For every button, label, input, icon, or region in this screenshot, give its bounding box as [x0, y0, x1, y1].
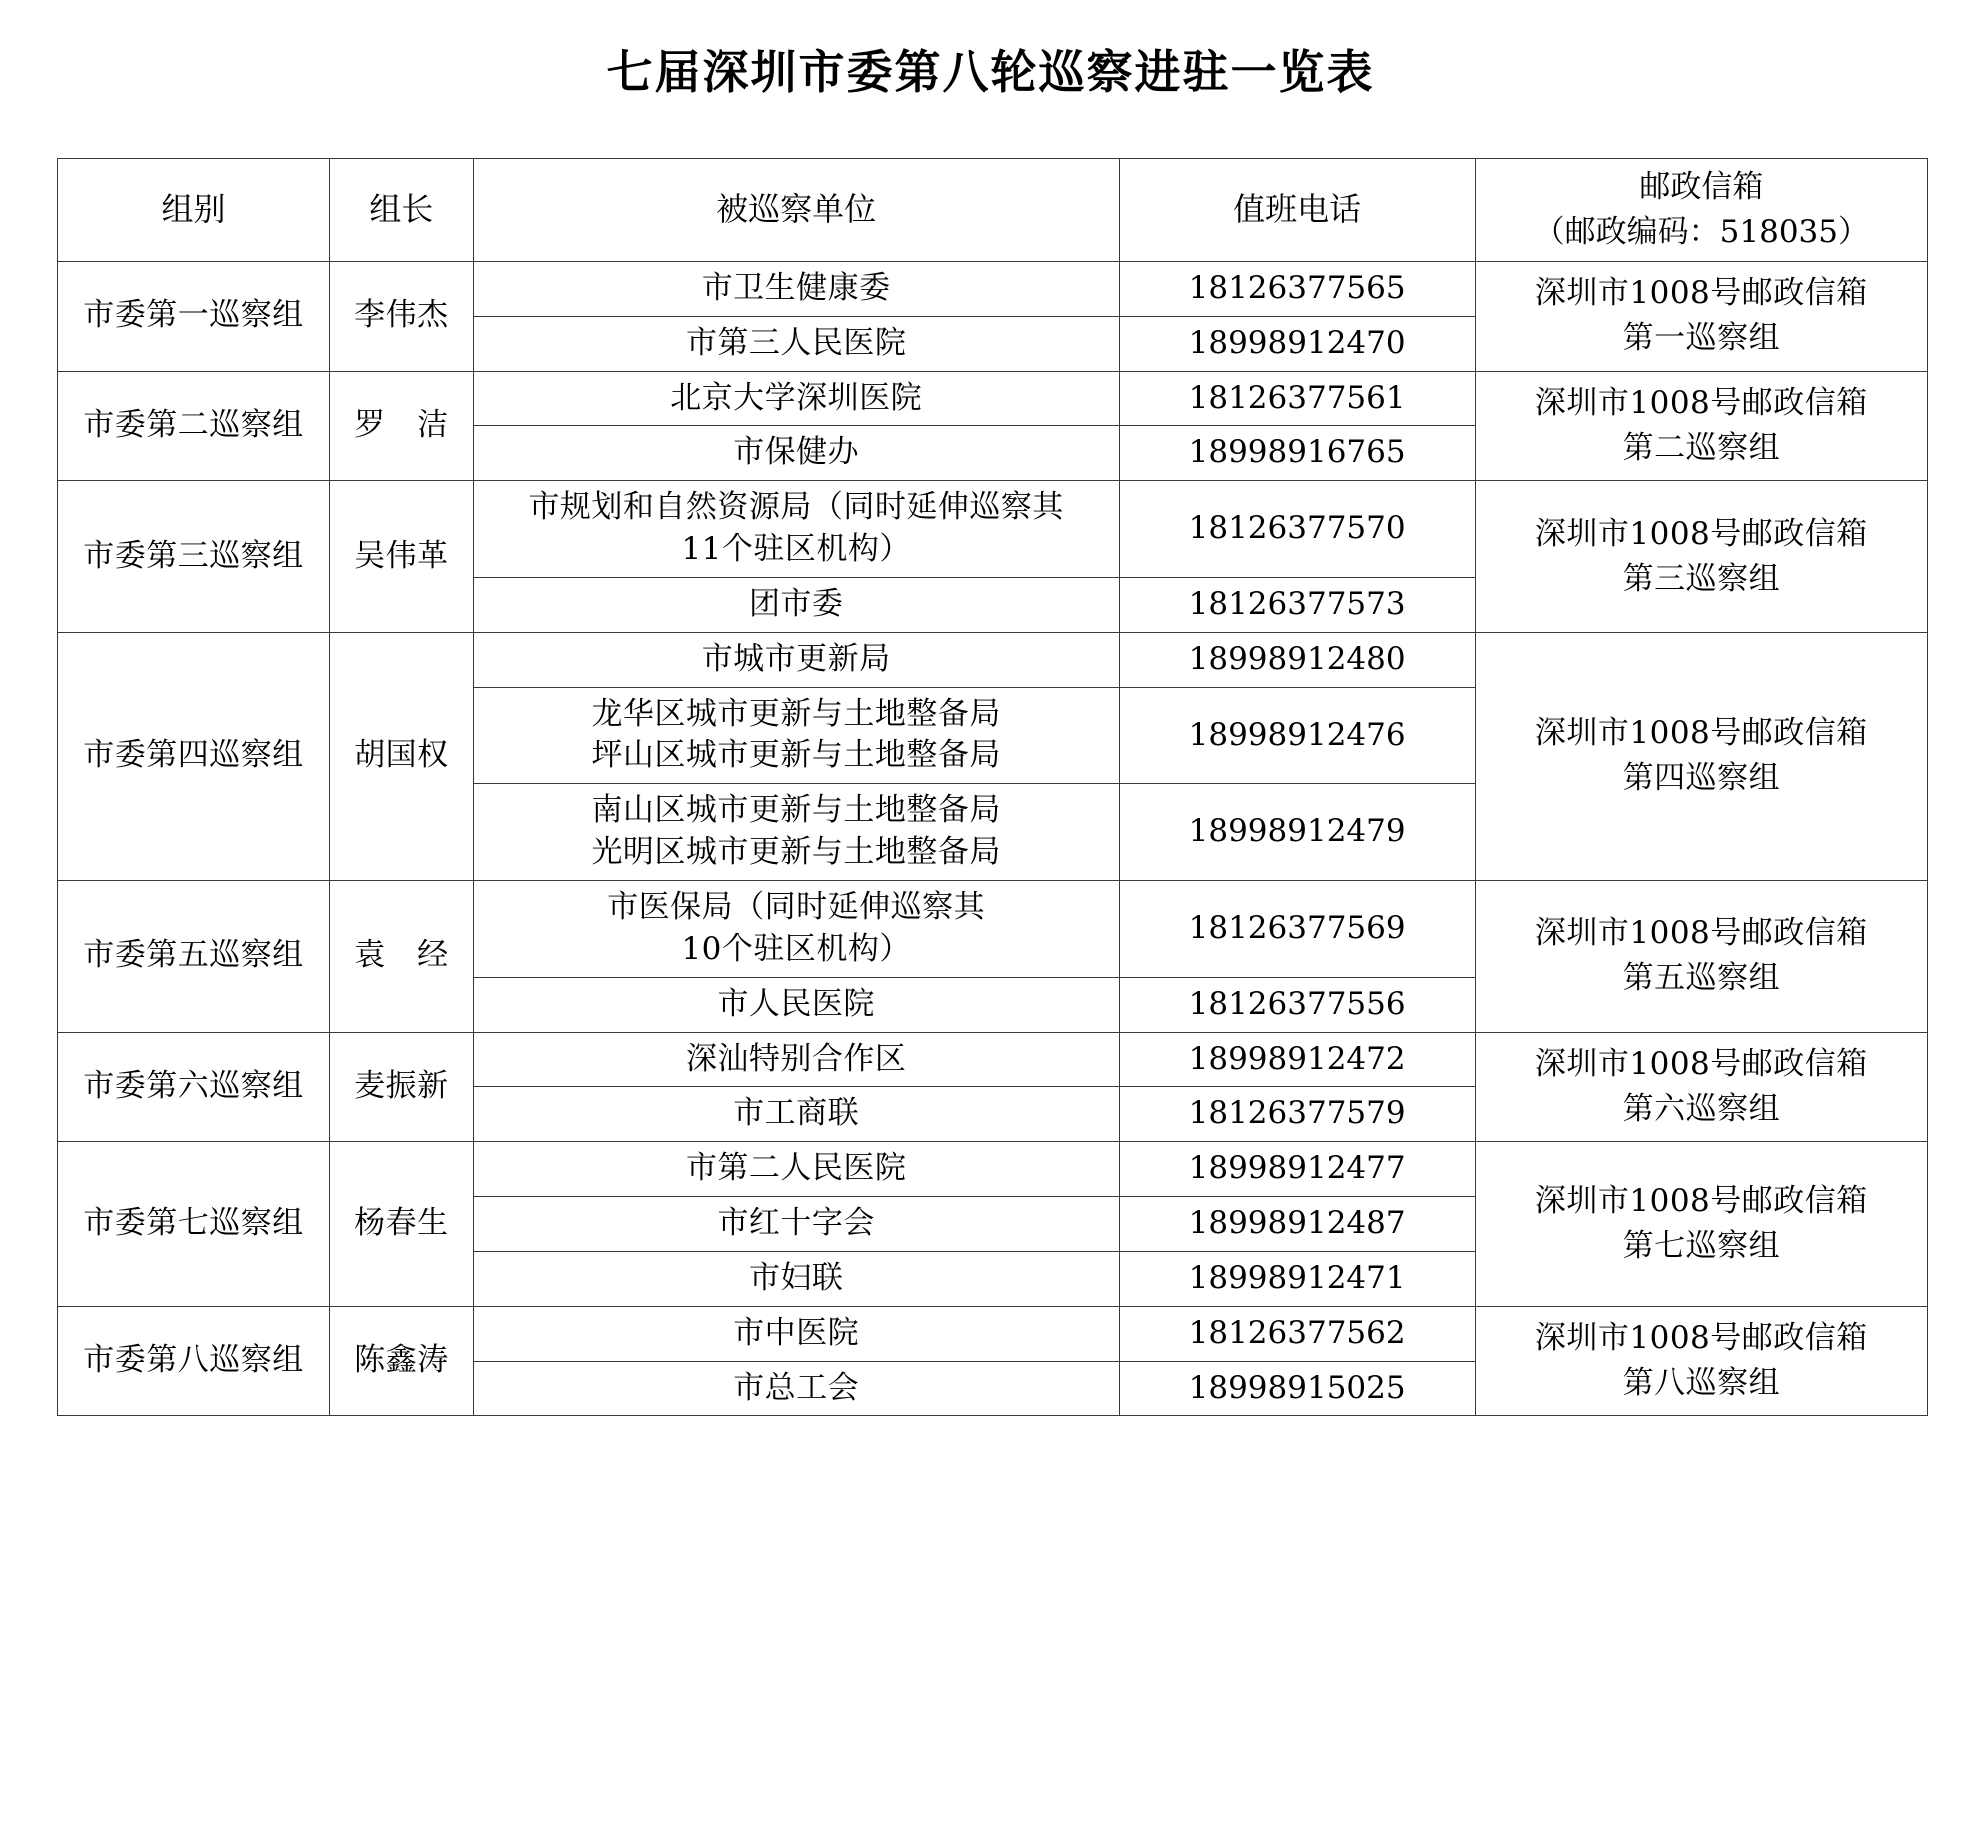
inspected-unit-cell: [473, 316, 1119, 371]
postal-mailbox-cell: [1475, 1142, 1927, 1307]
inspected-unit-line: 市规划和自然资源局（同时延伸巡察其: [528, 489, 1064, 526]
duty-phone-cell: 18126377573: [1119, 577, 1475, 632]
column-header-mailbox-line2: （邮政编码：518035）: [1533, 213, 1869, 250]
postal-mailbox-line2: 第八巡察组: [1622, 1365, 1781, 1402]
postal-mailbox-line2: 第三巡察组: [1622, 560, 1781, 597]
inspected-unit-cell: [473, 1087, 1119, 1142]
postal-mailbox-line2: 第四巡察组: [1622, 760, 1781, 797]
column-header-mailbox-line1: 邮政信箱: [1639, 169, 1764, 205]
inspected-unit-line: 市工商联: [733, 1095, 860, 1132]
duty-phone-cell: 18998912472: [1119, 1032, 1475, 1087]
duty-phone-cell: 18126377565: [1119, 261, 1475, 316]
postal-mailbox-cell: [1475, 261, 1927, 371]
table-row: [58, 1142, 1928, 1197]
inspected-unit-cell: [473, 577, 1119, 632]
inspected-unit-cell: [473, 687, 1119, 784]
inspected-unit-cell: [473, 784, 1119, 881]
inspected-unit-line: 龙华区城市更新与土地整备局: [591, 695, 1001, 732]
duty-phone-cell: 18126377556: [1119, 977, 1475, 1032]
group-name-cell: 市委第五巡察组: [58, 881, 330, 1033]
inspected-unit-line: 10个驻区机构）: [681, 930, 911, 967]
inspected-unit-line: 11个驻区机构）: [681, 531, 911, 568]
inspected-unit-cell: [473, 261, 1119, 316]
postal-mailbox-line2: 第六巡察组: [1622, 1090, 1781, 1127]
postal-mailbox-line1: 深圳市1008号邮政信箱: [1534, 915, 1868, 952]
table-row: [58, 261, 1928, 316]
group-name-cell: 市委第四巡察组: [58, 632, 330, 880]
column-header-group: 组别: [58, 159, 330, 262]
duty-phone-cell: 18998912479: [1119, 784, 1475, 881]
table-body: [58, 261, 1928, 1416]
inspected-unit-line: 南山区城市更新与土地整备局: [591, 792, 1001, 829]
inspected-unit-line: 团市委: [748, 585, 844, 622]
table-row: [58, 1306, 1928, 1361]
inspected-unit-cell: [473, 977, 1119, 1032]
table-row: [58, 371, 1928, 426]
duty-phone-cell: 18998912470: [1119, 316, 1475, 371]
group-leader-cell: 李伟杰: [330, 261, 474, 371]
group-name-cell: 市委第二巡察组: [58, 371, 330, 481]
duty-phone-cell: 18998912471: [1119, 1251, 1475, 1306]
inspected-unit-cell: [473, 426, 1119, 481]
inspected-unit-cell: [473, 1251, 1119, 1306]
group-name-cell: 市委第六巡察组: [58, 1032, 330, 1142]
duty-phone-cell: 18998912480: [1119, 632, 1475, 687]
table-row: [58, 632, 1928, 687]
duty-phone-cell: 18126377579: [1119, 1087, 1475, 1142]
duty-phone-cell: 18126377562: [1119, 1306, 1475, 1361]
postal-mailbox-cell: [1475, 1306, 1927, 1416]
duty-phone-cell: 18126377570: [1119, 481, 1475, 578]
group-name-cell: 市委第三巡察组: [58, 481, 330, 633]
column-header-mailbox: [1475, 159, 1927, 262]
postal-mailbox-line1: 深圳市1008号邮政信箱: [1534, 515, 1868, 552]
postal-mailbox-line1: 深圳市1008号邮政信箱: [1534, 275, 1868, 312]
inspected-unit-cell: [473, 1306, 1119, 1361]
duty-phone-cell: 18998912487: [1119, 1197, 1475, 1252]
inspected-unit-cell: [473, 371, 1119, 426]
group-leader-cell: 陈鑫涛: [330, 1306, 474, 1416]
group-leader-cell: 罗 洁: [330, 371, 474, 481]
inspected-unit-cell: [473, 1142, 1119, 1197]
postal-mailbox-line1: 深圳市1008号邮政信箱: [1534, 715, 1868, 752]
inspected-unit-line: 市医保局（同时延伸巡察其: [607, 889, 986, 925]
inspected-unit-cell: [473, 881, 1119, 978]
group-leader-cell: 杨春生: [330, 1142, 474, 1307]
inspection-table-container: [57, 158, 1928, 1416]
column-header-unit: 被巡察单位: [473, 159, 1119, 262]
inspected-unit-line: 市卫生健康委: [701, 269, 891, 306]
inspected-unit-line: 市保健办: [733, 434, 860, 471]
inspected-unit-line: 市第二人民医院: [685, 1150, 907, 1187]
inspected-unit-line: 深汕特别合作区: [685, 1040, 907, 1077]
postal-mailbox-line1: 深圳市1008号邮政信箱: [1534, 1183, 1868, 1220]
duty-phone-cell: 18998912477: [1119, 1142, 1475, 1197]
inspected-unit-line: 市总工会: [733, 1369, 860, 1406]
table-header: [58, 159, 1928, 262]
inspected-unit-line: 市人民医院: [717, 985, 875, 1022]
inspected-unit-line: 市红十字会: [717, 1205, 875, 1242]
duty-phone-cell: 18998916765: [1119, 426, 1475, 481]
inspected-unit-line: 北京大学深圳医院: [670, 379, 923, 416]
postal-mailbox-cell: [1475, 371, 1927, 481]
inspected-unit-line: 市第三人民医院: [685, 324, 907, 361]
postal-mailbox-line2: 第五巡察组: [1622, 960, 1781, 997]
postal-mailbox-cell: [1475, 481, 1927, 633]
inspected-unit-cell: [473, 1361, 1119, 1416]
postal-mailbox-cell: [1475, 881, 1927, 1033]
table-row: [58, 481, 1928, 578]
group-leader-cell: 麦振新: [330, 1032, 474, 1142]
page-title: 七届深圳市委第八轮巡察进驻一览表: [606, 45, 1375, 99]
inspection-table: [57, 158, 1928, 1416]
inspected-unit-cell: [473, 1197, 1119, 1252]
group-name-cell: 市委第一巡察组: [58, 261, 330, 371]
column-header-phone: 值班电话: [1119, 159, 1475, 262]
inspected-unit-line: 坪山区城市更新与土地整备局: [591, 737, 1001, 774]
column-header-leader: 组长: [330, 159, 474, 262]
postal-mailbox-line1: 深圳市1008号邮政信箱: [1534, 1045, 1868, 1082]
duty-phone-cell: 18998912476: [1119, 687, 1475, 784]
inspected-unit-line: 光明区城市更新与土地整备局: [591, 834, 1001, 871]
postal-mailbox-cell: [1475, 1032, 1927, 1142]
duty-phone-cell: 18998915025: [1119, 1361, 1475, 1416]
group-leader-cell: 袁 经: [330, 881, 474, 1033]
table-row: [58, 881, 1928, 978]
postal-mailbox-line2: 第七巡察组: [1622, 1227, 1781, 1264]
postal-mailbox-line2: 第二巡察组: [1622, 429, 1781, 466]
postal-mailbox-line1: 深圳市1008号邮政信箱: [1534, 384, 1868, 421]
duty-phone-cell: 18126377569: [1119, 881, 1475, 978]
duty-phone-cell: 18126377561: [1119, 371, 1475, 426]
table-row: [58, 1032, 1928, 1087]
inspected-unit-line: 市中医院: [733, 1314, 860, 1351]
group-leader-cell: 吴伟革: [330, 481, 474, 633]
inspected-unit-cell: [473, 481, 1119, 578]
postal-mailbox-line2: 第一巡察组: [1622, 320, 1781, 357]
group-name-cell: 市委第八巡察组: [58, 1306, 330, 1416]
group-leader-cell: 胡国权: [330, 632, 474, 880]
inspected-unit-line: 市妇联: [748, 1259, 844, 1296]
group-name-cell: 市委第七巡察组: [58, 1142, 330, 1307]
postal-mailbox-line1: 深圳市1008号邮政信箱: [1534, 1320, 1868, 1357]
postal-mailbox-cell: [1475, 632, 1927, 880]
inspected-unit-cell: [473, 632, 1119, 687]
inspected-unit-line: 市城市更新局: [701, 640, 891, 677]
table-header-row: [58, 159, 1928, 262]
inspected-unit-cell: [473, 1032, 1119, 1087]
